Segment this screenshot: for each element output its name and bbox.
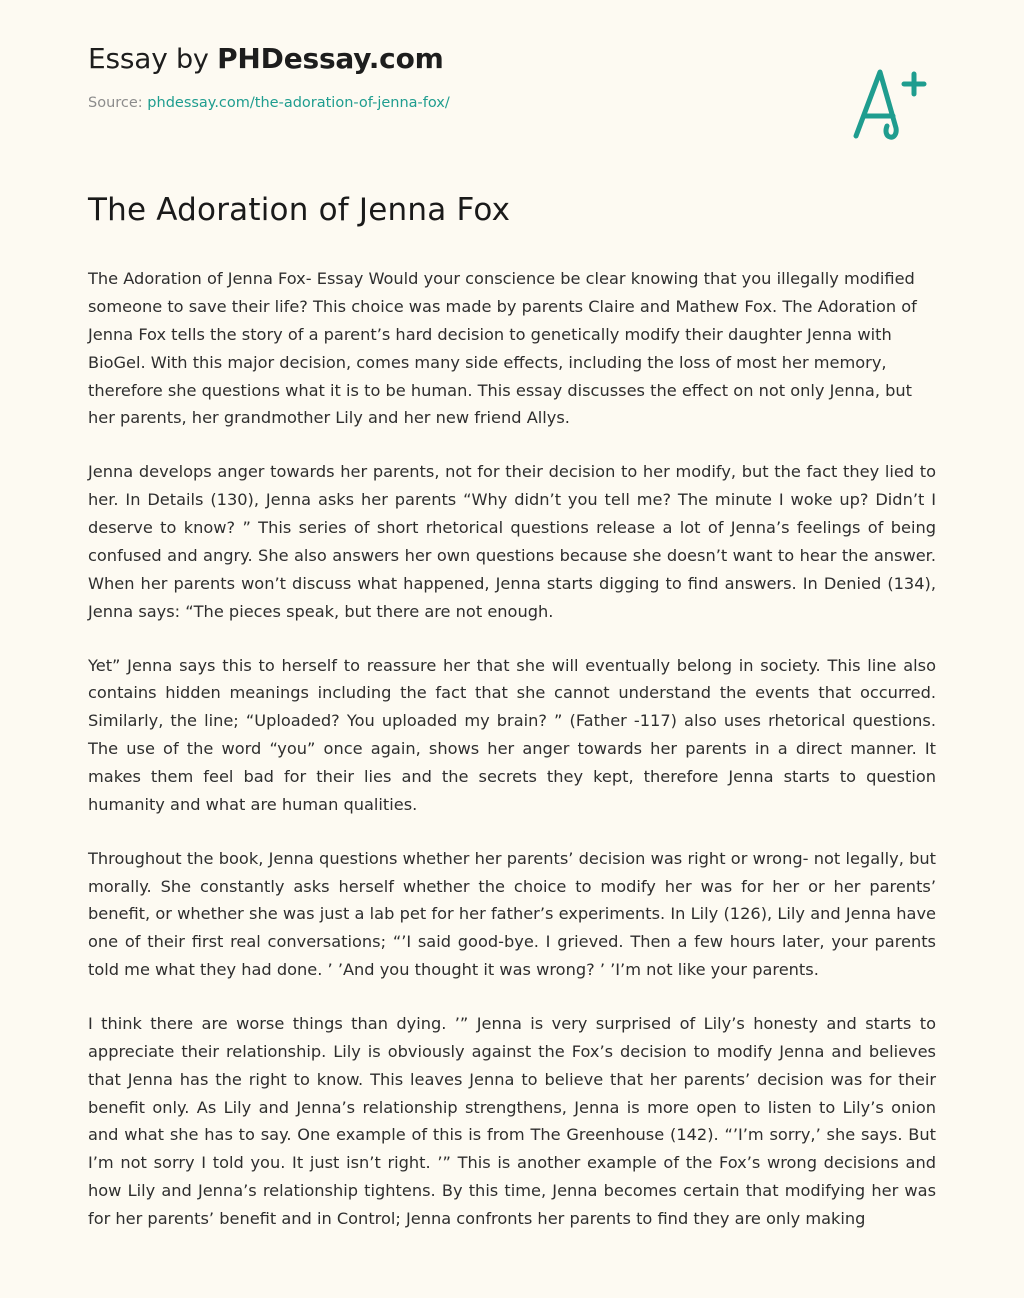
source-line (88, 95, 936, 111)
essay-body (88, 265, 936, 1233)
source-label: Source: (88, 94, 143, 111)
essay-paragraph: I think there are worse things than dying. ’” Jenna is very surprised of Lily’s honesty and starts to appreciate their relationship. Lily is obviously against the Fox’s decision to modify Jenna and believes that Jenna has the right to know. This leaves Jenna to believe that her parents’ decision was for their benefit only. As Lily and Jenna’s relationship strengthens, Jenna is more open to listen to Lily’s onion and what she has to say. One example of this is from The Greenhouse (142). “’I’m sorry,’ she says. But I’m not sorry I told you. It just isn’t right. ’” This is another example of the Fox’s wrong decisions and how Lily and Jenna’s relationship tightens. By this time, Jenna becomes certain that modifying her was for her parents’ benefit and in Control; Jenna confronts her parents to find they are only making (88, 1013, 936, 1228)
brand-essay-word: Essay (88, 42, 168, 75)
essay-paragraph: The Adoration of Jenna Fox- Essay Would your conscience be clear knowing that you illegally modified someone to save their life? This choice was made by parents Claire and Mathew Fox. The Adoration of Jenna Fox tells the story of a parent’s hard decision to genetically modify their daughter Jenna with BioGel. With this major decision, comes many side effects, including the loss of most her memory, therefore she questions what it is to be human. This essay discusses the effect on not only Jenna, but her parents, her grandmother Lily and her new friend Allys. (88, 269, 917, 428)
brand-title (88, 44, 936, 75)
page-title: The Adoration of Jenna Fox (88, 192, 511, 228)
a-plus-logo-icon (836, 58, 932, 154)
brand-by-word: by (167, 44, 218, 75)
essay-paragraph: Yet” Jenna says this to herself to reassure her that she will eventually belong in society. This line also contains hidden meanings including the fact that she cannot understand the events that occurred. Similarly, the line; “Uploaded? You uploaded my brain? ” (Father -117) also uses rhetorical questions. The use of the word “you” once again, shows her anger towards her parents in a direct manner. It makes them feel bad for their lies and the secrets they kept, therefore Jenna starts to question humanity and what are human qualities. (88, 655, 936, 814)
source-url-link[interactable]: phdessay.com/the-adoration-of-jenna-fox/ (147, 94, 450, 111)
page-header (0, 0, 1024, 150)
essay-paragraph: Jenna develops anger towards her parents, not for their decision to her modify, but the fact they lied to her. In Details (130), Jenna asks her parents “Why didn’t you tell me? The minute I woke up? Didn’t I deserve to know? ” This series of short rhetorical questions release a lot of Jenna’s feelings of being confused and angry. She also answers her own questions because she doesn’t want to hear the answer. When her parents won’t discuss what happened, Jenna starts digging to find answers. In Denied (134), Jenna says: “The pieces speak, but there are not enough. (88, 462, 936, 621)
essay-paragraph: Throughout the book, Jenna questions whether her parents’ decision was right or wrong- not legally, but morally. She constantly asks herself whether the choice to modify her was for her or her parents’ benefit, or whether she was just a lab pet for her father’s experiments. In Lily (126), Lily and Jenna have one of their first real conversations; “’I said good-bye. I grieved. Then a few hours later, your parents told me what they had done. ’ ’And you thought it was wrong? ’ ’I’m not like your parents. (88, 848, 936, 980)
page-fade-overlay (0, 1272, 1024, 1298)
brand-site-name: PHDessay.com (217, 42, 444, 75)
